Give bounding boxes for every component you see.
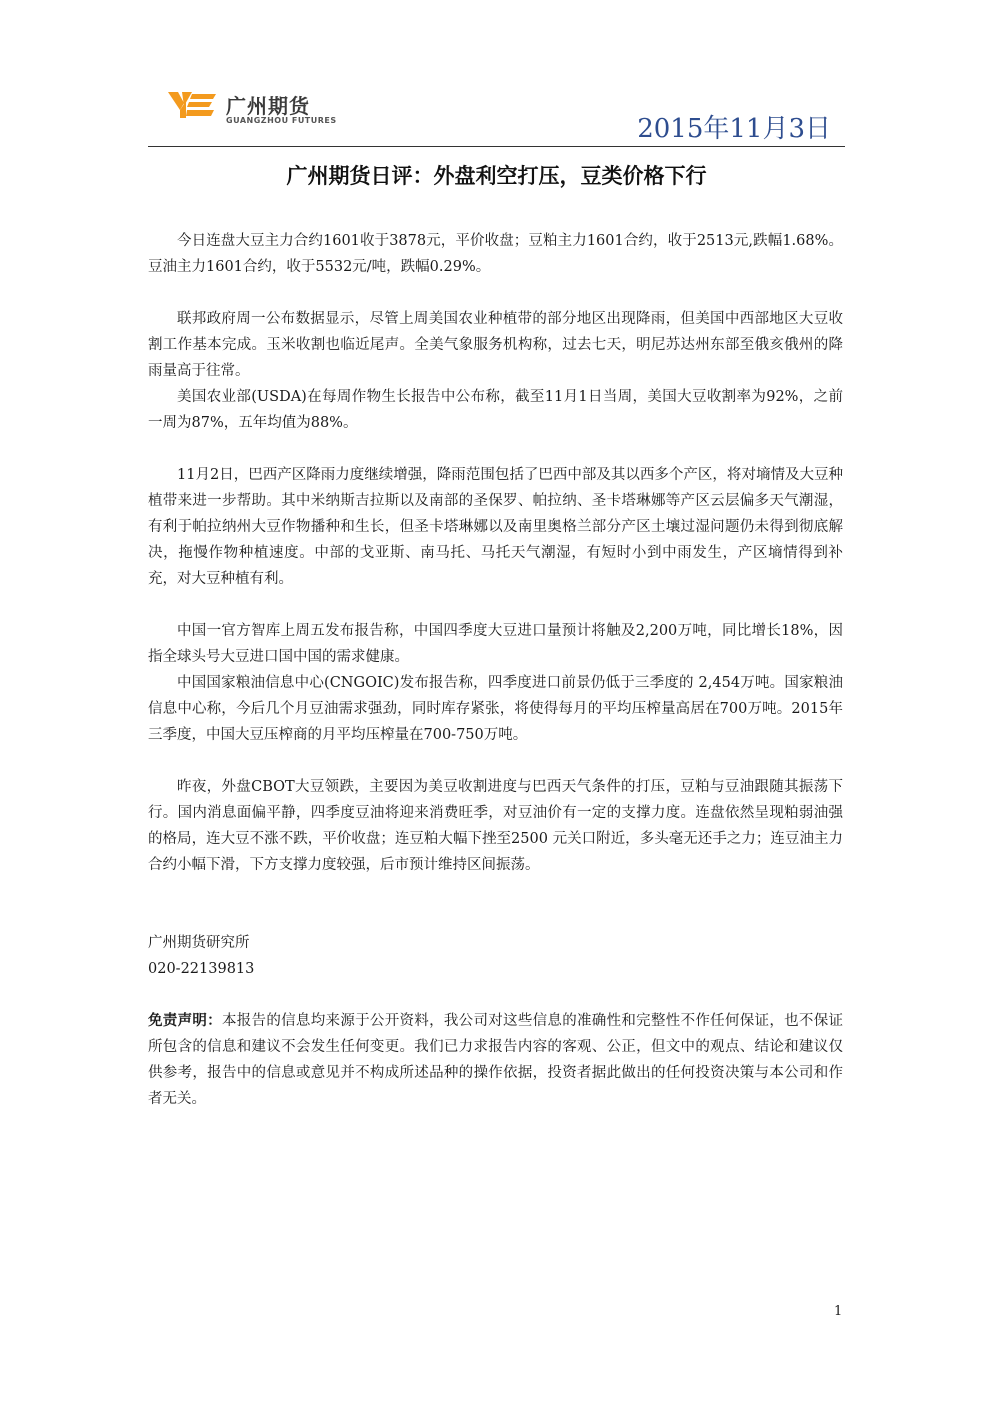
paragraph-brazil-weather: 11月2日，巴西产区降雨力度继续增强，降雨范围包括了巴西中部及其以西多个产区，将对墒情及大豆种植带来进一步帮助。其中米纳斯吉拉斯以及南部的圣保罗、帕拉纳、圣卡塔琳娜等产区云层偏多天气潮湿，有利于帕拉纳州大豆作物播种和生长，但圣卡塔琳娜以及南里奥格兰部分产区土壤过湿问题仍未得到彻底解决，拖慢作物种植速度。中部的戈亚斯、南马托、马托天气潮湿，有短时小到中雨发生，产区墒情得到补充，对大豆种植有利。 [148,467,843,587]
paragraph-usda-report: 美国农业部(USDA)在每周作物生长报告中公布称，截至11月1日当周，美国大豆收割率为92%，之前一周为87%，五年均值为88%。 [148,389,843,431]
report-title: 广州期货日评：外盘利空打压，豆类价格下行 [286,164,707,188]
logo-english-name: GUANGZHOU FUTURES [226,116,337,125]
paragraph-cngoic: 中国国家粮油信息中心(CNGOIC)发布报告称，四季度进口前景仍低于三季度的 2,454万吨。国家粮油信息中心称，今后几个月豆油需求强劲，同时库存紧张，将使得每月的平均压榨量高居在700万吨。2015年三季度，中国大豆压榨商的月平均压榨量在700-750万吨。 [148,675,843,743]
paragraph-market-close: 今日连盘大豆主力合约1601收于3878元，平价收盘；豆粕主力1601合约，收于2513元,跌幅1.68%。豆油主力1601合约，收于5532元/吨，跌幅0.29%。 [148,233,843,275]
company-logo [168,88,358,134]
paragraph-us-harvest: 联邦政府周一公布数据显示，尽管上周美国农业种植带的部分地区出现降雨，但美国中西部地区大豆收割工作基本完成。玉米收割也临近尾声。全美气象服务机构称，过去七天，明尼苏达州东部至俄亥俄州的降雨量高于往常。 [148,311,843,379]
signature-phone: 020-22139813 [148,961,255,977]
page-header [148,86,845,148]
signature-org: 广州期货研究所 [148,935,250,951]
paragraph-china-imports: 中国一官方智库上周五发布报告称，中国四季度大豆进口量预计将触及2,200万吨，同比增长18%，因指全球头号大豆进口国中国的需求健康。 [148,623,843,665]
disclaimer-label: 免责声明： [148,1013,222,1029]
report-body [148,228,843,1112]
paragraph-market-review: 昨夜，外盘CBOT大豆领跌，主要因为美豆收割进度与巴西天气条件的打压，豆粕与豆油跟随其振荡下行。国内消息面偏平静，四季度豆油将迎来消费旺季，对豆油价有一定的支撑力度。连盘依然呈现粕弱油强的格局，连大豆不涨不跌，平价收盘；连豆粕大幅下挫至2500 元关口附近，多头毫无还手之力；连豆油主力合约小幅下滑，下方支撑力度较强，后市预计维持区间振荡。 [148,779,843,873]
logo-chinese-name: 广州期货 [226,94,310,118]
logo-mark-icon [168,90,220,120]
disclaimer [148,1008,843,1112]
page-number: 1 [834,1304,843,1319]
signature-block [148,930,843,982]
report-date: 2015年11月3日 [637,114,831,144]
header-divider [148,146,845,147]
disclaimer-text: 本报告的信息均来源于公开资料，我公司对这些信息的准确性和完整性不作任何保证，也不保证所包含的信息和建议不会发生任何变更。我们已力求报告内容的客观、公正，但文中的观点、结论和建议仅供参考，报告中的信息或意见并不构成所述品种的操作依据，投资者据此做出的任何投资决策与本公司和作者无关。 [148,1013,843,1107]
